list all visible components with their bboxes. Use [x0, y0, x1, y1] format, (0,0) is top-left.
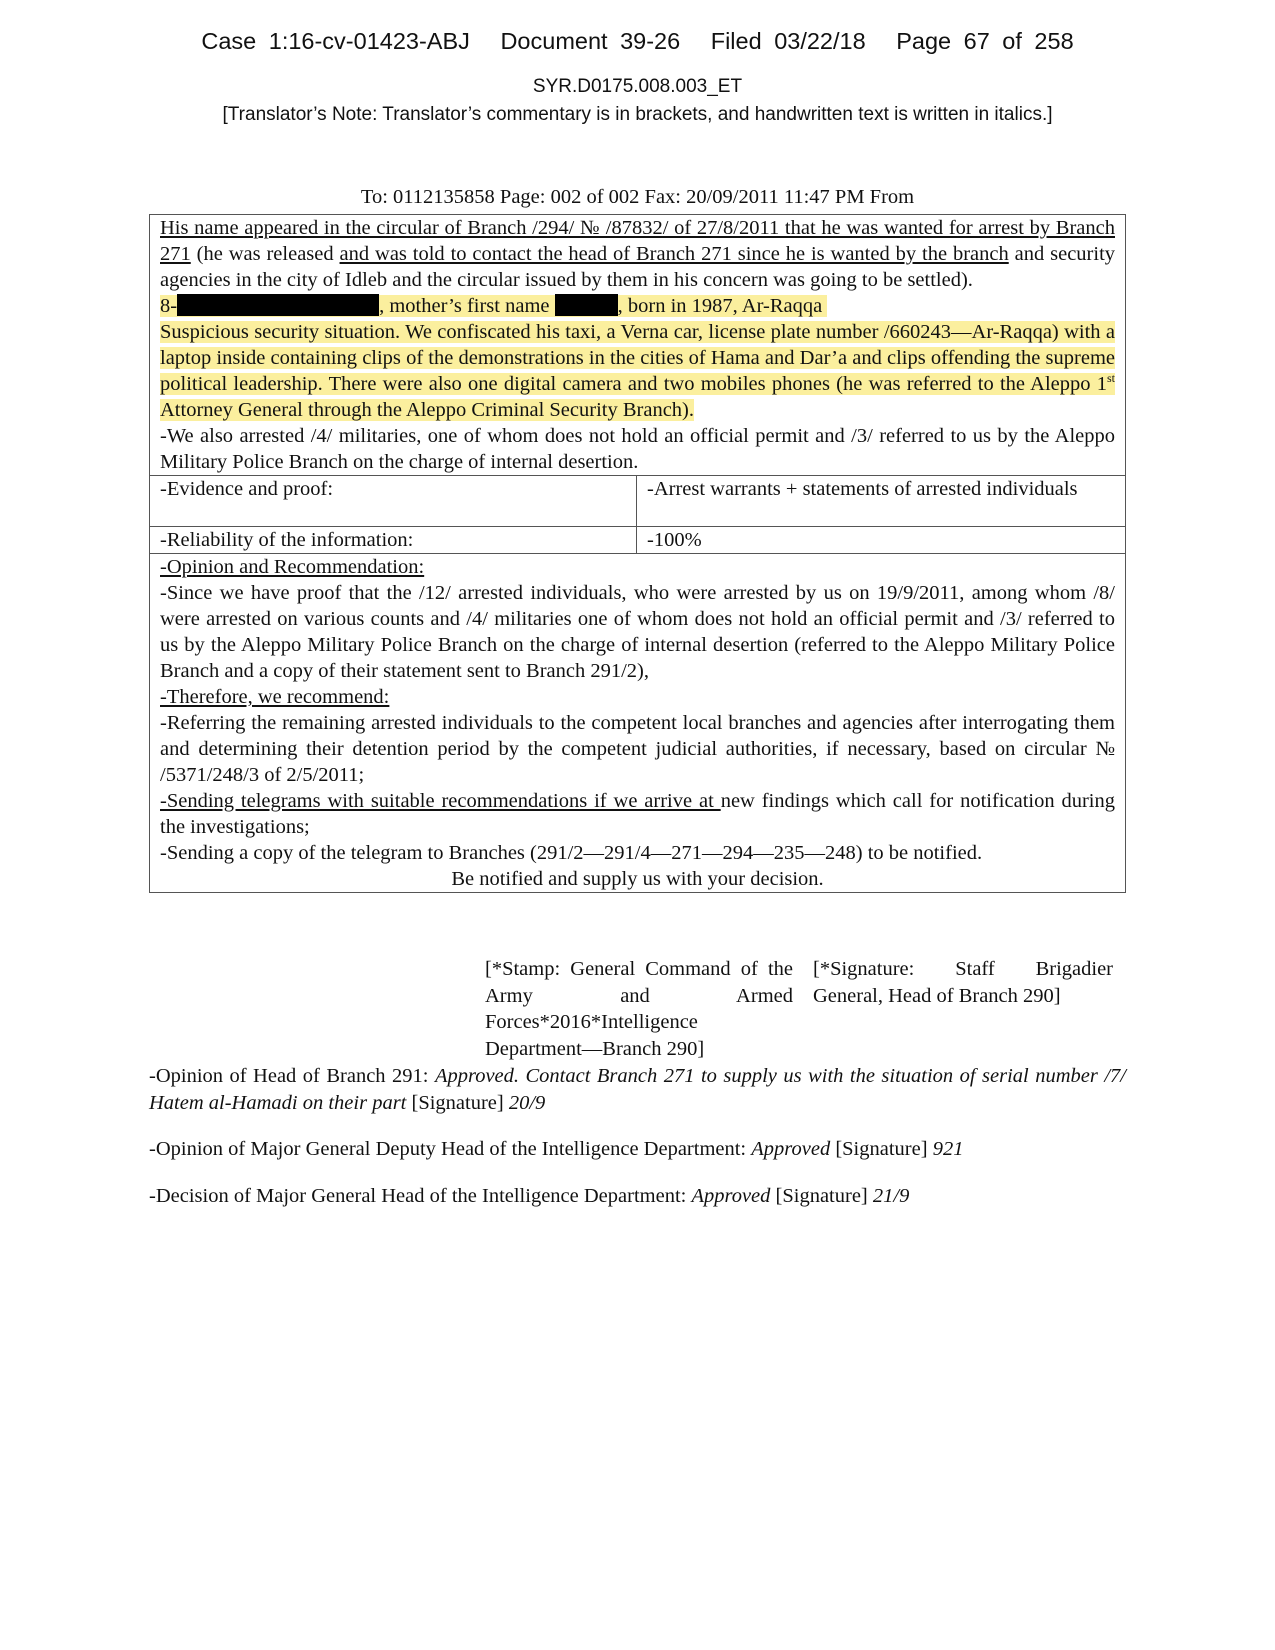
- filed-date: Filed 03/22/18: [710, 28, 866, 54]
- opinion-row: [150, 554, 1126, 893]
- text: Suspicious security situation. We confiscated his taxi, a Verna car, license plate number /660243—Ar-Raqqa) with a laptop inside containing clips of the demonstrations in the cities of Hama and Dar’a and clips offending the supreme political leadership. There were also one digital camera and two mobiles phones (he was referred to the Aleppo 1: [160, 321, 1115, 395]
- recommend-heading: -Therefore, we recommend:: [160, 686, 390, 708]
- opinion-paragraph: -Since we have proof that the /12/ arrested individuals, who were arrested by us on 19/9/2011, among whom /8/ were arrested on various counts and /4/ militaries one of whom does not hold an official permit and /3/ referred to us by the Aleppo Military Police Branch on the charge of internal desertion (referred to the Aleppo Military Police Branch and a copy of their statement sent to Branch 291/2),: [160, 582, 1115, 682]
- opinion-cell: [150, 554, 1126, 893]
- stamp-note: [*Stamp: General Command of the Army and Armed Forces*2016*Intelligence Department—Branch 290]: [485, 958, 793, 1060]
- report-table: [149, 214, 1126, 893]
- underlined-text: His name appeared in the circular of Branch /294/ № /87832/ of 27/8/2011 that he was wanted for arrest by Branch 271: [160, 217, 1115, 265]
- opinion-deputy-head: [149, 1136, 1126, 1163]
- reliability-value: -100%: [637, 527, 1126, 554]
- opinion-heading: -Opinion and Recommendation:: [160, 556, 425, 578]
- opinion-head-branch-291: [149, 1063, 1126, 1116]
- handwritten-text: 921: [932, 1138, 964, 1160]
- case-number: Case 1:16-cv-01423-ABJ: [201, 28, 470, 54]
- text: and security agencies in the city of Idleb and the circular issued by them in his concern was going to be settled).: [160, 243, 1116, 291]
- text: , mother’s first name: [379, 295, 555, 317]
- redaction-mother-name: [555, 294, 618, 316]
- document-id: SYR.D0175.008.003_ET: [532, 76, 743, 97]
- case-header: [0, 28, 1275, 55]
- text: , born in 1987, Ar-Raqqa: [617, 295, 823, 317]
- text: -Opinion of Head of Branch 291:: [149, 1065, 435, 1087]
- evidence-row: [150, 476, 1126, 527]
- recommendation-copy: -Sending a copy of the telegram to Branches (291/2—291/4—271—294—235—248) to be notified.: [160, 842, 983, 864]
- decision-head: [149, 1183, 1126, 1210]
- translator-note: [Translator’s Note: Translator’s commentary is in brackets, and handwritten text is written in italics.]: [222, 104, 1053, 125]
- fax-header: To: 0112135858 Page: 002 of 002 Fax: 20/09/2011 11:47 PM From: [360, 186, 915, 208]
- recommendation-referring: -Referring the remaining arrested individuals to the competent local branches and agencies after interrogating them and determining their detention period by the competent judicial authorities, if necessary, based on circular № /5371/248/3 of 2/5/2011;: [160, 712, 1115, 786]
- text: [Signature]: [830, 1138, 933, 1160]
- paragraph-suspicious-situation: [160, 319, 1115, 423]
- evidence-value: -Arrest warrants + statements of arrested individuals: [637, 476, 1126, 527]
- signature-note: [*Signature: Staff Brigadier General, Head of Branch 290]: [813, 958, 1113, 1007]
- text: new findings which call for notification during the investigations;: [160, 790, 1115, 838]
- reliability-label: -Reliability of the information:: [150, 527, 637, 554]
- paragraph-militaries: -We also arrested /4/ militaries, one of whom does not hold an official permit and /3/ referred to us by the Aleppo Military Police Branch on the charge of internal desertion.: [160, 425, 1115, 473]
- paragraph-person-8: [160, 293, 1115, 319]
- handwritten-text: 21/9: [872, 1185, 910, 1207]
- document-number: Document 39-26: [500, 28, 681, 54]
- text: -Decision of Major General Head of the Intelligence Department:: [149, 1185, 692, 1207]
- text: [Signature]: [406, 1091, 509, 1114]
- redaction-name: [177, 294, 379, 316]
- closing-line: Be notified and supply us with your decision.: [451, 868, 824, 890]
- text: -Opinion of Major General Deputy Head of the Intelligence Department:: [149, 1138, 752, 1160]
- body-row: [150, 215, 1126, 476]
- text: Attorney General through the Aleppo Criminal Security Branch).: [160, 399, 695, 421]
- reliability-row: [150, 527, 1126, 554]
- text: [Signature]: [770, 1185, 873, 1207]
- paragraph-wanted-notice: [160, 215, 1115, 293]
- page-number: Page 67 of 258: [896, 28, 1074, 54]
- body-cell: [150, 215, 1126, 476]
- underlined-text: and was told to contact the head of Branch 271 since he is wanted by the branch: [339, 243, 1009, 265]
- handwritten-text: Approved: [751, 1138, 831, 1160]
- handwritten-text: Approved: [691, 1185, 771, 1207]
- recommendation-telegrams: [160, 788, 1115, 840]
- evidence-label: -Evidence and proof:: [150, 476, 637, 527]
- text: (he was released: [190, 243, 340, 265]
- text: 8-: [160, 295, 178, 317]
- handwritten-text: Approved. Contact Branch 271 to supply us with the situation of serial number /7/ Hatem al-Hamadi on their part: [149, 1065, 1126, 1114]
- handwritten-text: 20/9: [508, 1091, 546, 1114]
- superscript: st: [1106, 371, 1115, 386]
- underlined-text: -Sending telegrams with suitable recommendations if we arrive at: [160, 790, 721, 812]
